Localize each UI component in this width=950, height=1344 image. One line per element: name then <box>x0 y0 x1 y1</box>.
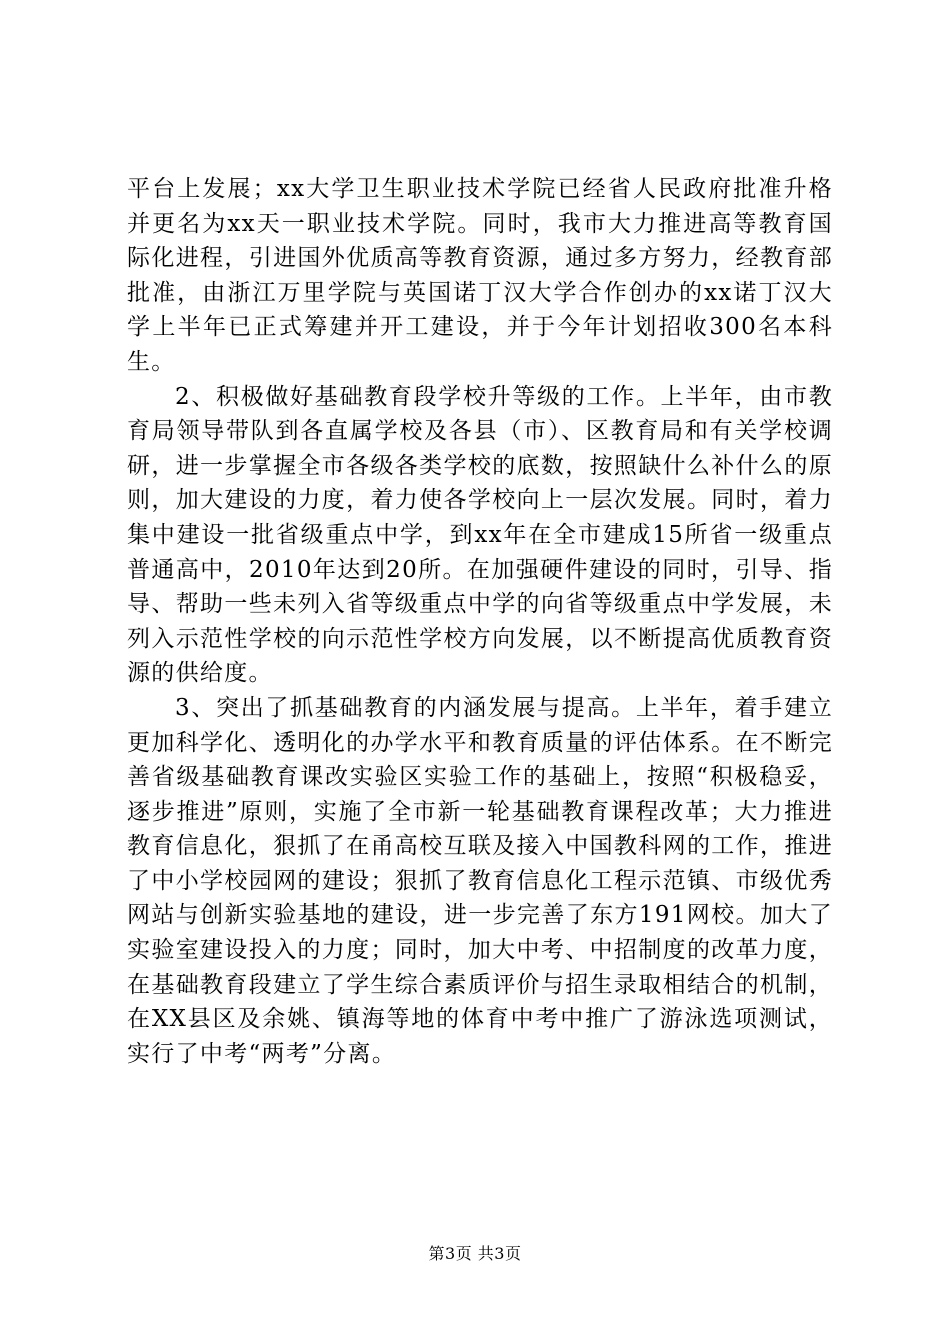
page-number: 第3页 共3页 <box>428 1244 522 1263</box>
paragraph-continuation: 平台上发展；xx大学卫生职业技术学院已经省人民政府批准升格并更名为xx天一职业技术学院。同时，我市大力推进高等教育国际化进程，引进国外优质高等教育资源，通过多方努力，经教育部批准，由浙江万里学院与英国诺丁汉大学合作创办的xx诺丁汉大学上半年已正式筹建并开工建设，并于今年计划招收300名本科生。 <box>127 176 833 375</box>
document-body <box>127 172 833 1071</box>
page-footer <box>0 1243 950 1265</box>
paragraph-item-2: 2、积极做好基础教育段学校升等级的工作。上半年，由市教育局领导带队到各直属学校及各县（市）、区教育局和有关学校调研，进一步掌握全市各级各类学校的底数，按照缺什么补什么的原则，加大建设的力度，着力使各学校向上一层次发展。同时，着力集中建设一批省级重点中学，到xx年在全市建成15所省一级重点普通高中，2010年达到20所。在加强硬件建设的同时，引导、指导、帮助一些未列入省等级重点中学的向省等级重点中学发展，未列入示范性学校的向示范性学校方向发展，以不断提高优质教育资源的供给度。 <box>127 383 833 687</box>
paragraph-item-3: 3、突出了抓基础教育的内涵发展与提高。上半年，着手建立更加科学化、透明化的办学水平和教育质量的评估体系。在不断完善省级基础教育课改实验区实验工作的基础上，按照“积极稳妥，逐步推进”原则，实施了全市新一轮基础教育课程改革；大力推进教育信息化，狠抓了在甬高校互联及接入中国教科网的工作，推进了中小学校园网的建设；狠抓了教育信息化工程示范镇、市级优秀网站与创新实验基地的建设，进一步完善了东方191网校。加大了实验室建设投入的力度；同时，加大中考、中招制度的改革力度，在基础教育段建立了学生综合素质评价与招生录取相结合的机制，在XX县区及余姚、镇海等地的体育中考中推广了游泳选项测试，实行了中考“两考”分离。 <box>127 694 833 1067</box>
